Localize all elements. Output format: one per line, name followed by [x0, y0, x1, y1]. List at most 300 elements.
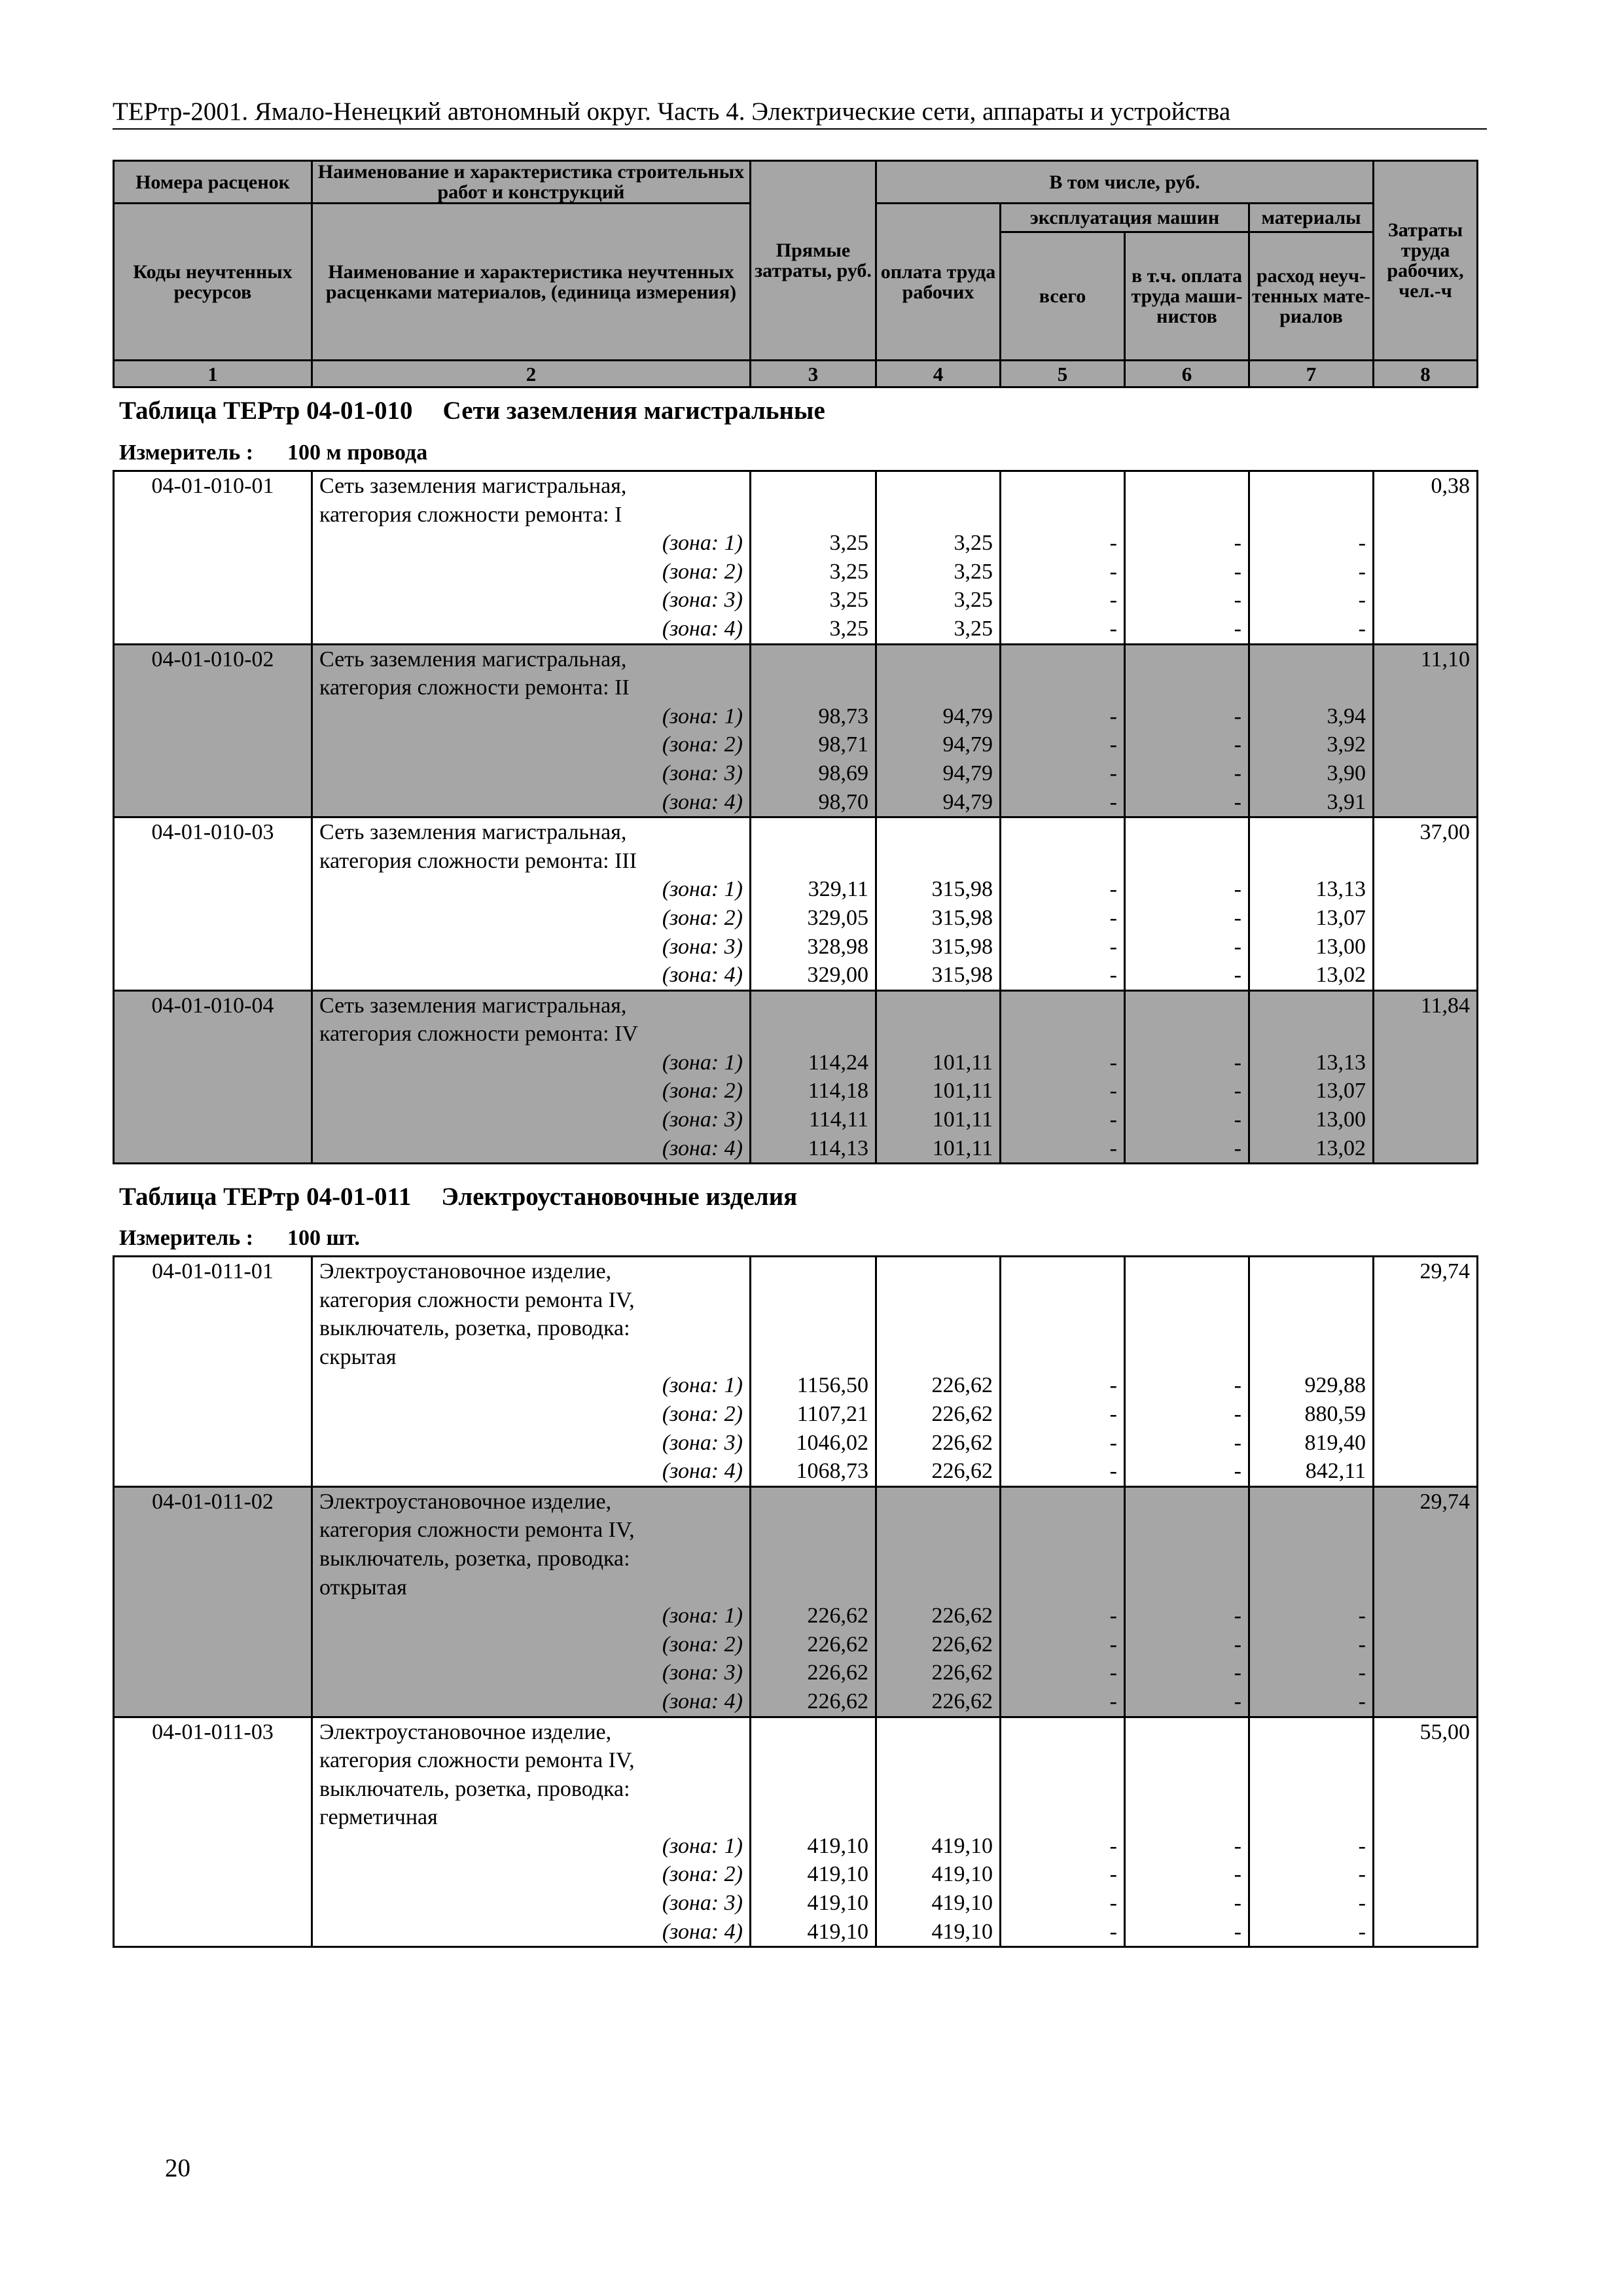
- rate-code: 04-01-010-04: [114, 990, 312, 1020]
- rate-name-row: [114, 1516, 1478, 1545]
- empty-cell: [1001, 1545, 1125, 1573]
- empty-cell: [1125, 471, 1249, 501]
- empty-cell: [751, 1020, 876, 1049]
- col-including: В том числе, руб.: [876, 161, 1374, 204]
- empty-cell: [1374, 1803, 1478, 1832]
- empty-cell: [114, 875, 312, 904]
- zone-label: (зона: 1): [312, 1049, 751, 1077]
- empty-cell: [876, 644, 1001, 673]
- machines-total: -: [1001, 586, 1125, 615]
- rate-name-line: категория сложности ремонта: III: [312, 847, 751, 876]
- empty-cell: [114, 1343, 312, 1372]
- col-number: 2: [312, 361, 751, 387]
- rate-item-row: [114, 1717, 1478, 1746]
- zone-row: [114, 1105, 1478, 1134]
- empty-cell: [876, 1257, 1001, 1286]
- empty-cell: [876, 1803, 1001, 1832]
- empty-cell: [751, 1775, 876, 1804]
- labor-pay: 101,11: [876, 1049, 1001, 1077]
- rate-name-line: Сеть заземления магистральная,: [312, 990, 751, 1020]
- col-unaccounted-materials: расход неуч-тенных мате-риалов: [1249, 232, 1374, 361]
- empty-cell: [1374, 1049, 1478, 1077]
- machines-total: -: [1001, 1400, 1125, 1429]
- direct-costs: 1068,73: [751, 1457, 876, 1486]
- empty-cell: [1125, 673, 1249, 702]
- zone-label: (зона: 4): [312, 1687, 751, 1717]
- col-number: 3: [751, 361, 876, 387]
- empty-cell: [751, 817, 876, 847]
- empty-cell: [114, 961, 312, 990]
- rate-code: 04-01-011-02: [114, 1486, 312, 1516]
- zone-label: (зона: 4): [312, 961, 751, 990]
- empty-cell: [1125, 1286, 1249, 1315]
- zone-label: (зона: 4): [312, 1134, 751, 1164]
- machinists-pay: -: [1125, 1049, 1249, 1077]
- empty-cell: [114, 673, 312, 702]
- empty-cell: [876, 1573, 1001, 1602]
- section-table-name: Сети заземления магистральные: [442, 397, 825, 425]
- zone-label: (зона: 3): [312, 586, 751, 615]
- empty-cell: [1374, 1343, 1478, 1372]
- empty-cell: [1249, 1257, 1374, 1286]
- empty-cell: [1001, 1286, 1125, 1315]
- labor-pay: 226,62: [876, 1659, 1001, 1687]
- labor-pay: 226,62: [876, 1429, 1001, 1458]
- empty-cell: [1374, 1105, 1478, 1134]
- machines-total: -: [1001, 1429, 1125, 1458]
- machinists-pay: -: [1125, 1602, 1249, 1630]
- empty-cell: [1374, 1371, 1478, 1400]
- direct-costs: 1107,21: [751, 1400, 876, 1429]
- col-number: 8: [1374, 361, 1478, 387]
- rate-name-row: [114, 1746, 1478, 1775]
- labor-pay: 3,25: [876, 558, 1001, 586]
- machines-total: -: [1001, 875, 1125, 904]
- machinists-pay: -: [1125, 1832, 1249, 1861]
- empty-cell: [1374, 1687, 1478, 1717]
- empty-cell: [1374, 586, 1478, 615]
- empty-cell: [1125, 1803, 1249, 1832]
- zone-row: [114, 1400, 1478, 1429]
- rate-name-line: категория сложности ремонта: I: [312, 501, 751, 529]
- labor-costs: 11,10: [1374, 644, 1478, 673]
- empty-cell: [1374, 1746, 1478, 1775]
- rate-code: 04-01-011-03: [114, 1717, 312, 1746]
- materials-cost: -: [1249, 1687, 1374, 1717]
- zone-row: [114, 1918, 1478, 1947]
- empty-cell: [876, 1286, 1001, 1315]
- zone-label: (зона: 1): [312, 875, 751, 904]
- rate-name-line: категория сложности ремонта IV,: [312, 1746, 751, 1775]
- zone-row: [114, 1049, 1478, 1077]
- materials-cost: -: [1249, 1602, 1374, 1630]
- zone-row: [114, 875, 1478, 904]
- empty-cell: [114, 1889, 312, 1918]
- machines-total: -: [1001, 1918, 1125, 1947]
- direct-costs: 226,62: [751, 1602, 876, 1630]
- machinists-pay: -: [1125, 1134, 1249, 1164]
- labor-pay: 94,79: [876, 702, 1001, 731]
- rate-name-row: [114, 1020, 1478, 1049]
- empty-cell: [1249, 1717, 1374, 1746]
- empty-cell: [1125, 847, 1249, 876]
- section-table-name: Электроустановочные изделия: [441, 1183, 798, 1211]
- col-machines-total: всего: [1001, 232, 1125, 361]
- empty-cell: [1374, 1889, 1478, 1918]
- empty-cell: [1001, 644, 1125, 673]
- empty-cell: [751, 1545, 876, 1573]
- rate-name-line: Электроустановочное изделие,: [312, 1486, 751, 1516]
- empty-cell: [114, 730, 312, 759]
- direct-costs: 114,11: [751, 1105, 876, 1134]
- empty-cell: [751, 471, 876, 501]
- labor-pay: 226,62: [876, 1371, 1001, 1400]
- labor-pay: 315,98: [876, 961, 1001, 990]
- rate-name-row: [114, 501, 1478, 529]
- zone-label: (зона: 2): [312, 558, 751, 586]
- empty-cell: [1374, 1400, 1478, 1429]
- zone-label: (зона: 1): [312, 702, 751, 731]
- empty-cell: [1374, 759, 1478, 788]
- unit-label: Измеритель :: [119, 440, 254, 465]
- machines-total: -: [1001, 1134, 1125, 1164]
- rate-name-row: [114, 847, 1478, 876]
- empty-cell: [114, 1918, 312, 1947]
- machines-total: -: [1001, 904, 1125, 933]
- empty-cell: [1001, 1020, 1125, 1049]
- empty-cell: [876, 1314, 1001, 1343]
- page-number: 20: [165, 2154, 190, 2182]
- empty-cell: [1374, 1630, 1478, 1659]
- empty-cell: [1374, 1134, 1478, 1164]
- empty-cell: [1249, 817, 1374, 847]
- machinists-pay: -: [1125, 1918, 1249, 1947]
- empty-cell: [1374, 702, 1478, 731]
- machinists-pay: -: [1125, 558, 1249, 586]
- empty-cell: [1001, 1516, 1125, 1545]
- zone-row: [114, 702, 1478, 731]
- rate-name-line: категория сложности ремонта: II: [312, 673, 751, 702]
- direct-costs: 3,25: [751, 586, 876, 615]
- empty-cell: [1374, 1602, 1478, 1630]
- empty-cell: [1125, 990, 1249, 1020]
- empty-cell: [1125, 644, 1249, 673]
- machinists-pay: -: [1125, 615, 1249, 644]
- labor-pay: 101,11: [876, 1105, 1001, 1134]
- machinists-pay: -: [1125, 875, 1249, 904]
- empty-cell: [1249, 847, 1374, 876]
- empty-cell: [1125, 1545, 1249, 1573]
- direct-costs: 226,62: [751, 1630, 876, 1659]
- empty-cell: [1125, 1516, 1249, 1545]
- rate-code: 04-01-011-01: [114, 1257, 312, 1286]
- direct-costs: 114,13: [751, 1134, 876, 1164]
- empty-cell: [1374, 1429, 1478, 1458]
- empty-cell: [1125, 1020, 1249, 1049]
- machines-total: -: [1001, 702, 1125, 731]
- empty-cell: [1001, 673, 1125, 702]
- materials-cost: 13,07: [1249, 1077, 1374, 1105]
- machinists-pay: -: [1125, 904, 1249, 933]
- col-rate-numbers: Номера расценок: [114, 161, 312, 204]
- empty-cell: [114, 788, 312, 817]
- empty-cell: [114, 1775, 312, 1804]
- rate-name-line: Сеть заземления магистральная,: [312, 644, 751, 673]
- empty-cell: [1001, 1717, 1125, 1746]
- empty-cell: [1374, 847, 1478, 876]
- zone-row: [114, 1832, 1478, 1861]
- materials-cost: 13,02: [1249, 961, 1374, 990]
- machinists-pay: -: [1125, 759, 1249, 788]
- empty-cell: [1374, 1020, 1478, 1049]
- materials-cost: 819,40: [1249, 1429, 1374, 1458]
- labor-pay: 419,10: [876, 1832, 1001, 1861]
- rate-name-line: Электроустановочное изделие,: [312, 1257, 751, 1286]
- col-labor-pay: оплата труда рабочих: [876, 204, 1001, 361]
- materials-cost: -: [1249, 529, 1374, 558]
- machines-total: -: [1001, 1049, 1125, 1077]
- empty-cell: [751, 1257, 876, 1286]
- empty-cell: [114, 1049, 312, 1077]
- machines-total: -: [1001, 558, 1125, 586]
- empty-cell: [1125, 1257, 1249, 1286]
- empty-cell: [1374, 1314, 1478, 1343]
- rate-code: 04-01-010-02: [114, 644, 312, 673]
- rate-item-row: [114, 817, 1478, 847]
- empty-cell: [114, 847, 312, 876]
- machines-total: -: [1001, 788, 1125, 817]
- labor-pay: 94,79: [876, 759, 1001, 788]
- empty-cell: [1001, 1314, 1125, 1343]
- col-work-name: Наименование и характеристика строительных работ и конструкций: [312, 161, 751, 204]
- rate-name-line: выключатель, розетка, проводка:: [312, 1775, 751, 1804]
- empty-cell: [1374, 1775, 1478, 1804]
- rate-name-row: [114, 1545, 1478, 1573]
- rate-name-line: категория сложности ремонта IV,: [312, 1286, 751, 1315]
- page-header-title: ТЕРтр-2001. Ямало-Ненецкий автономный округ. Часть 4. Электрические сети, аппараты и устройства: [113, 97, 1487, 130]
- empty-cell: [114, 702, 312, 731]
- labor-costs: 0,38: [1374, 471, 1478, 501]
- empty-cell: [1249, 1020, 1374, 1049]
- empty-cell: [1249, 501, 1374, 529]
- empty-cell: [876, 1746, 1001, 1775]
- direct-costs: 98,73: [751, 702, 876, 731]
- labor-costs: 29,74: [1374, 1486, 1478, 1516]
- zone-row: [114, 961, 1478, 990]
- direct-costs: 98,71: [751, 730, 876, 759]
- machines-total: -: [1001, 615, 1125, 644]
- materials-cost: 13,02: [1249, 1134, 1374, 1164]
- empty-cell: [1374, 1516, 1478, 1545]
- empty-cell: [1374, 1918, 1478, 1947]
- labor-pay: 226,62: [876, 1687, 1001, 1717]
- labor-pay: 226,62: [876, 1602, 1001, 1630]
- machinists-pay: -: [1125, 1105, 1249, 1134]
- machines-total: -: [1001, 730, 1125, 759]
- empty-cell: [114, 759, 312, 788]
- empty-cell: [751, 1516, 876, 1545]
- empty-cell: [1249, 471, 1374, 501]
- empty-cell: [114, 558, 312, 586]
- direct-costs: 329,00: [751, 961, 876, 990]
- empty-cell: [1001, 1486, 1125, 1516]
- rate-name-line: скрытая: [312, 1343, 751, 1372]
- empty-cell: [751, 1343, 876, 1372]
- materials-cost: 880,59: [1249, 1400, 1374, 1429]
- section-unit: [119, 1225, 360, 1251]
- machinists-pay: -: [1125, 788, 1249, 817]
- direct-costs: 226,62: [751, 1659, 876, 1687]
- zone-row: [114, 933, 1478, 961]
- empty-cell: [1001, 990, 1125, 1020]
- zone-row: [114, 1077, 1478, 1105]
- empty-cell: [114, 1860, 312, 1889]
- empty-cell: [751, 1746, 876, 1775]
- empty-cell: [751, 673, 876, 702]
- labor-pay: 3,25: [876, 615, 1001, 644]
- rate-name-line: Электроустановочное изделие,: [312, 1717, 751, 1746]
- zone-label: (зона: 1): [312, 1371, 751, 1400]
- direct-costs: 419,10: [751, 1889, 876, 1918]
- empty-cell: [751, 644, 876, 673]
- unit-label: Измеритель :: [119, 1226, 254, 1250]
- machinists-pay: -: [1125, 702, 1249, 731]
- zone-row: [114, 1602, 1478, 1630]
- empty-cell: [1001, 471, 1125, 501]
- empty-cell: [876, 471, 1001, 501]
- zone-label: (зона: 3): [312, 1659, 751, 1687]
- unit-value: 100 м провода: [287, 440, 428, 465]
- empty-cell: [114, 1832, 312, 1861]
- empty-cell: [1001, 1775, 1125, 1804]
- empty-cell: [1374, 529, 1478, 558]
- machinists-pay: -: [1125, 529, 1249, 558]
- empty-cell: [1374, 673, 1478, 702]
- empty-cell: [1249, 1343, 1374, 1372]
- direct-costs: 1156,50: [751, 1371, 876, 1400]
- empty-cell: [1125, 1314, 1249, 1343]
- materials-cost: -: [1249, 1889, 1374, 1918]
- rate-name-line: Сеть заземления магистральная,: [312, 817, 751, 847]
- machinists-pay: -: [1125, 586, 1249, 615]
- col-material-name: Наименование и характеристика неучтенных расценками материалов, (единица измерения): [312, 204, 751, 361]
- empty-cell: [1374, 1457, 1478, 1486]
- zone-label: (зона: 4): [312, 615, 751, 644]
- empty-cell: [1374, 501, 1478, 529]
- direct-costs: 3,25: [751, 615, 876, 644]
- labor-pay: 3,25: [876, 586, 1001, 615]
- empty-cell: [876, 1486, 1001, 1516]
- empty-cell: [1374, 875, 1478, 904]
- empty-cell: [1249, 1516, 1374, 1545]
- direct-costs: 98,70: [751, 788, 876, 817]
- machines-total: -: [1001, 1889, 1125, 1918]
- empty-cell: [114, 1020, 312, 1049]
- col-direct-costs: Прямые затраты, руб.: [751, 161, 876, 361]
- direct-costs: 114,18: [751, 1077, 876, 1105]
- empty-cell: [1374, 615, 1478, 644]
- zone-row: [114, 759, 1478, 788]
- zone-row: [114, 904, 1478, 933]
- labor-pay: 3,25: [876, 529, 1001, 558]
- col-labor-costs: Затраты труда рабочих, чел.-ч: [1374, 161, 1478, 361]
- rate-name-line: герметичная: [312, 1803, 751, 1832]
- empty-cell: [1374, 1545, 1478, 1573]
- empty-cell: [114, 1746, 312, 1775]
- empty-cell: [1125, 817, 1249, 847]
- labor-pay: 419,10: [876, 1860, 1001, 1889]
- column-header-table: [113, 160, 1478, 388]
- machines-total: -: [1001, 1832, 1125, 1861]
- empty-cell: [876, 847, 1001, 876]
- materials-cost: 842,11: [1249, 1457, 1374, 1486]
- empty-cell: [751, 501, 876, 529]
- zone-label: (зона: 1): [312, 1832, 751, 1861]
- col-number: 6: [1125, 361, 1249, 387]
- empty-cell: [114, 1630, 312, 1659]
- empty-cell: [114, 1400, 312, 1429]
- labor-costs: 29,74: [1374, 1257, 1478, 1286]
- empty-cell: [1374, 1077, 1478, 1105]
- empty-cell: [114, 904, 312, 933]
- zone-row: [114, 529, 1478, 558]
- materials-cost: 13,00: [1249, 933, 1374, 961]
- rates-table: [113, 1255, 1478, 1948]
- empty-cell: [876, 1775, 1001, 1804]
- materials-cost: 3,94: [1249, 702, 1374, 731]
- rate-name-row: [114, 1573, 1478, 1602]
- unit-value: 100 шт.: [287, 1226, 360, 1250]
- col-materials: материалы: [1249, 204, 1374, 232]
- materials-cost: 13,13: [1249, 875, 1374, 904]
- rate-name-row: [114, 1314, 1478, 1343]
- machinists-pay: -: [1125, 1400, 1249, 1429]
- zone-label: (зона: 3): [312, 759, 751, 788]
- materials-cost: -: [1249, 586, 1374, 615]
- zone-label: (зона: 2): [312, 904, 751, 933]
- empty-cell: [114, 529, 312, 558]
- machinists-pay: -: [1125, 1457, 1249, 1486]
- col-machines: эксплуатация машин: [1001, 204, 1249, 232]
- materials-cost: -: [1249, 1918, 1374, 1947]
- empty-cell: [114, 1105, 312, 1134]
- labor-pay: 419,10: [876, 1889, 1001, 1918]
- section-title: [119, 396, 825, 426]
- materials-cost: 13,13: [1249, 1049, 1374, 1077]
- labor-pay: 419,10: [876, 1918, 1001, 1947]
- empty-cell: [751, 847, 876, 876]
- empty-cell: [1125, 1746, 1249, 1775]
- empty-cell: [1374, 904, 1478, 933]
- labor-pay: 101,11: [876, 1077, 1001, 1105]
- col-number: 5: [1001, 361, 1125, 387]
- empty-cell: [1249, 1286, 1374, 1315]
- rate-name-line: категория сложности ремонта IV,: [312, 1516, 751, 1545]
- rates-table: [113, 470, 1478, 1164]
- zone-row: [114, 1860, 1478, 1889]
- zone-label: (зона: 2): [312, 730, 751, 759]
- empty-cell: [1249, 1775, 1374, 1804]
- rate-name-row: [114, 1343, 1478, 1372]
- empty-cell: [1001, 1746, 1125, 1775]
- empty-cell: [1374, 1659, 1478, 1687]
- zone-row: [114, 1371, 1478, 1400]
- empty-cell: [1249, 1545, 1374, 1573]
- section-unit: [119, 440, 427, 466]
- rate-name-line: категория сложности ремонта: IV: [312, 1020, 751, 1049]
- section-title: [119, 1182, 797, 1212]
- empty-cell: [1001, 1343, 1125, 1372]
